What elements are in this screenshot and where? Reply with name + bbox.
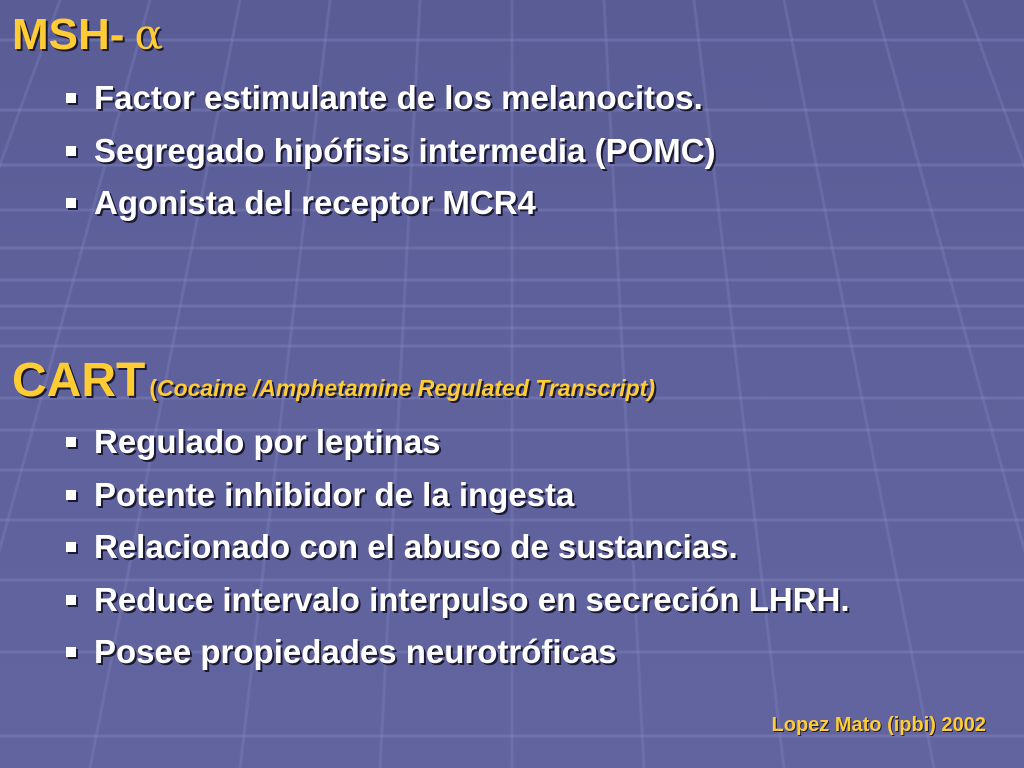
square-bullet-icon <box>66 93 76 103</box>
subtitle-open-paren: ( <box>149 375 157 401</box>
list-item-text: Regulado por leptinas <box>94 423 441 460</box>
list-item-text: Segregado hipófisis intermedia (POMC) <box>94 131 716 169</box>
cart-bullet-list <box>62 416 850 679</box>
cart-subtitle <box>149 375 655 401</box>
list-item <box>62 574 850 627</box>
msh-title: MSH- <box>12 10 125 59</box>
msh-bullet-list <box>62 72 716 230</box>
list-item <box>62 177 716 230</box>
list-item-text: Relacionado con el abuso de sustancias. <box>94 528 738 565</box>
cart-subtitle-text: Cocaine /Amphetamine Regulated Transcript) <box>156 375 655 401</box>
square-bullet-icon <box>66 490 76 500</box>
list-item <box>62 521 850 574</box>
square-bullet-icon <box>66 437 76 447</box>
square-bullet-icon <box>66 198 76 208</box>
list-item <box>62 416 850 469</box>
msh-heading <box>12 6 163 64</box>
list-item <box>62 469 850 522</box>
list-item-text: Agonista del receptor MCR4 <box>94 184 536 221</box>
cart-heading <box>12 350 655 419</box>
list-item-text: Potente inhibidor de la ingesta <box>94 475 575 513</box>
alpha-symbol: α <box>134 10 163 59</box>
list-item <box>62 626 850 679</box>
list-item <box>62 125 716 178</box>
citation: Lopez Mato (ipbi) 2002 <box>771 714 986 736</box>
square-bullet-icon <box>66 647 76 657</box>
cart-title: CART <box>12 354 146 407</box>
square-bullet-icon <box>66 542 76 552</box>
list-item-text: Posee propiedades neurotróficas <box>94 633 617 670</box>
list-item-text: Reduce intervalo interpulso en secreción LHRH. <box>94 580 850 618</box>
square-bullet-icon <box>66 146 76 156</box>
list-item <box>62 72 716 125</box>
square-bullet-icon <box>66 595 76 605</box>
list-item-text: Factor estimulante de los melanocitos. <box>94 79 703 116</box>
